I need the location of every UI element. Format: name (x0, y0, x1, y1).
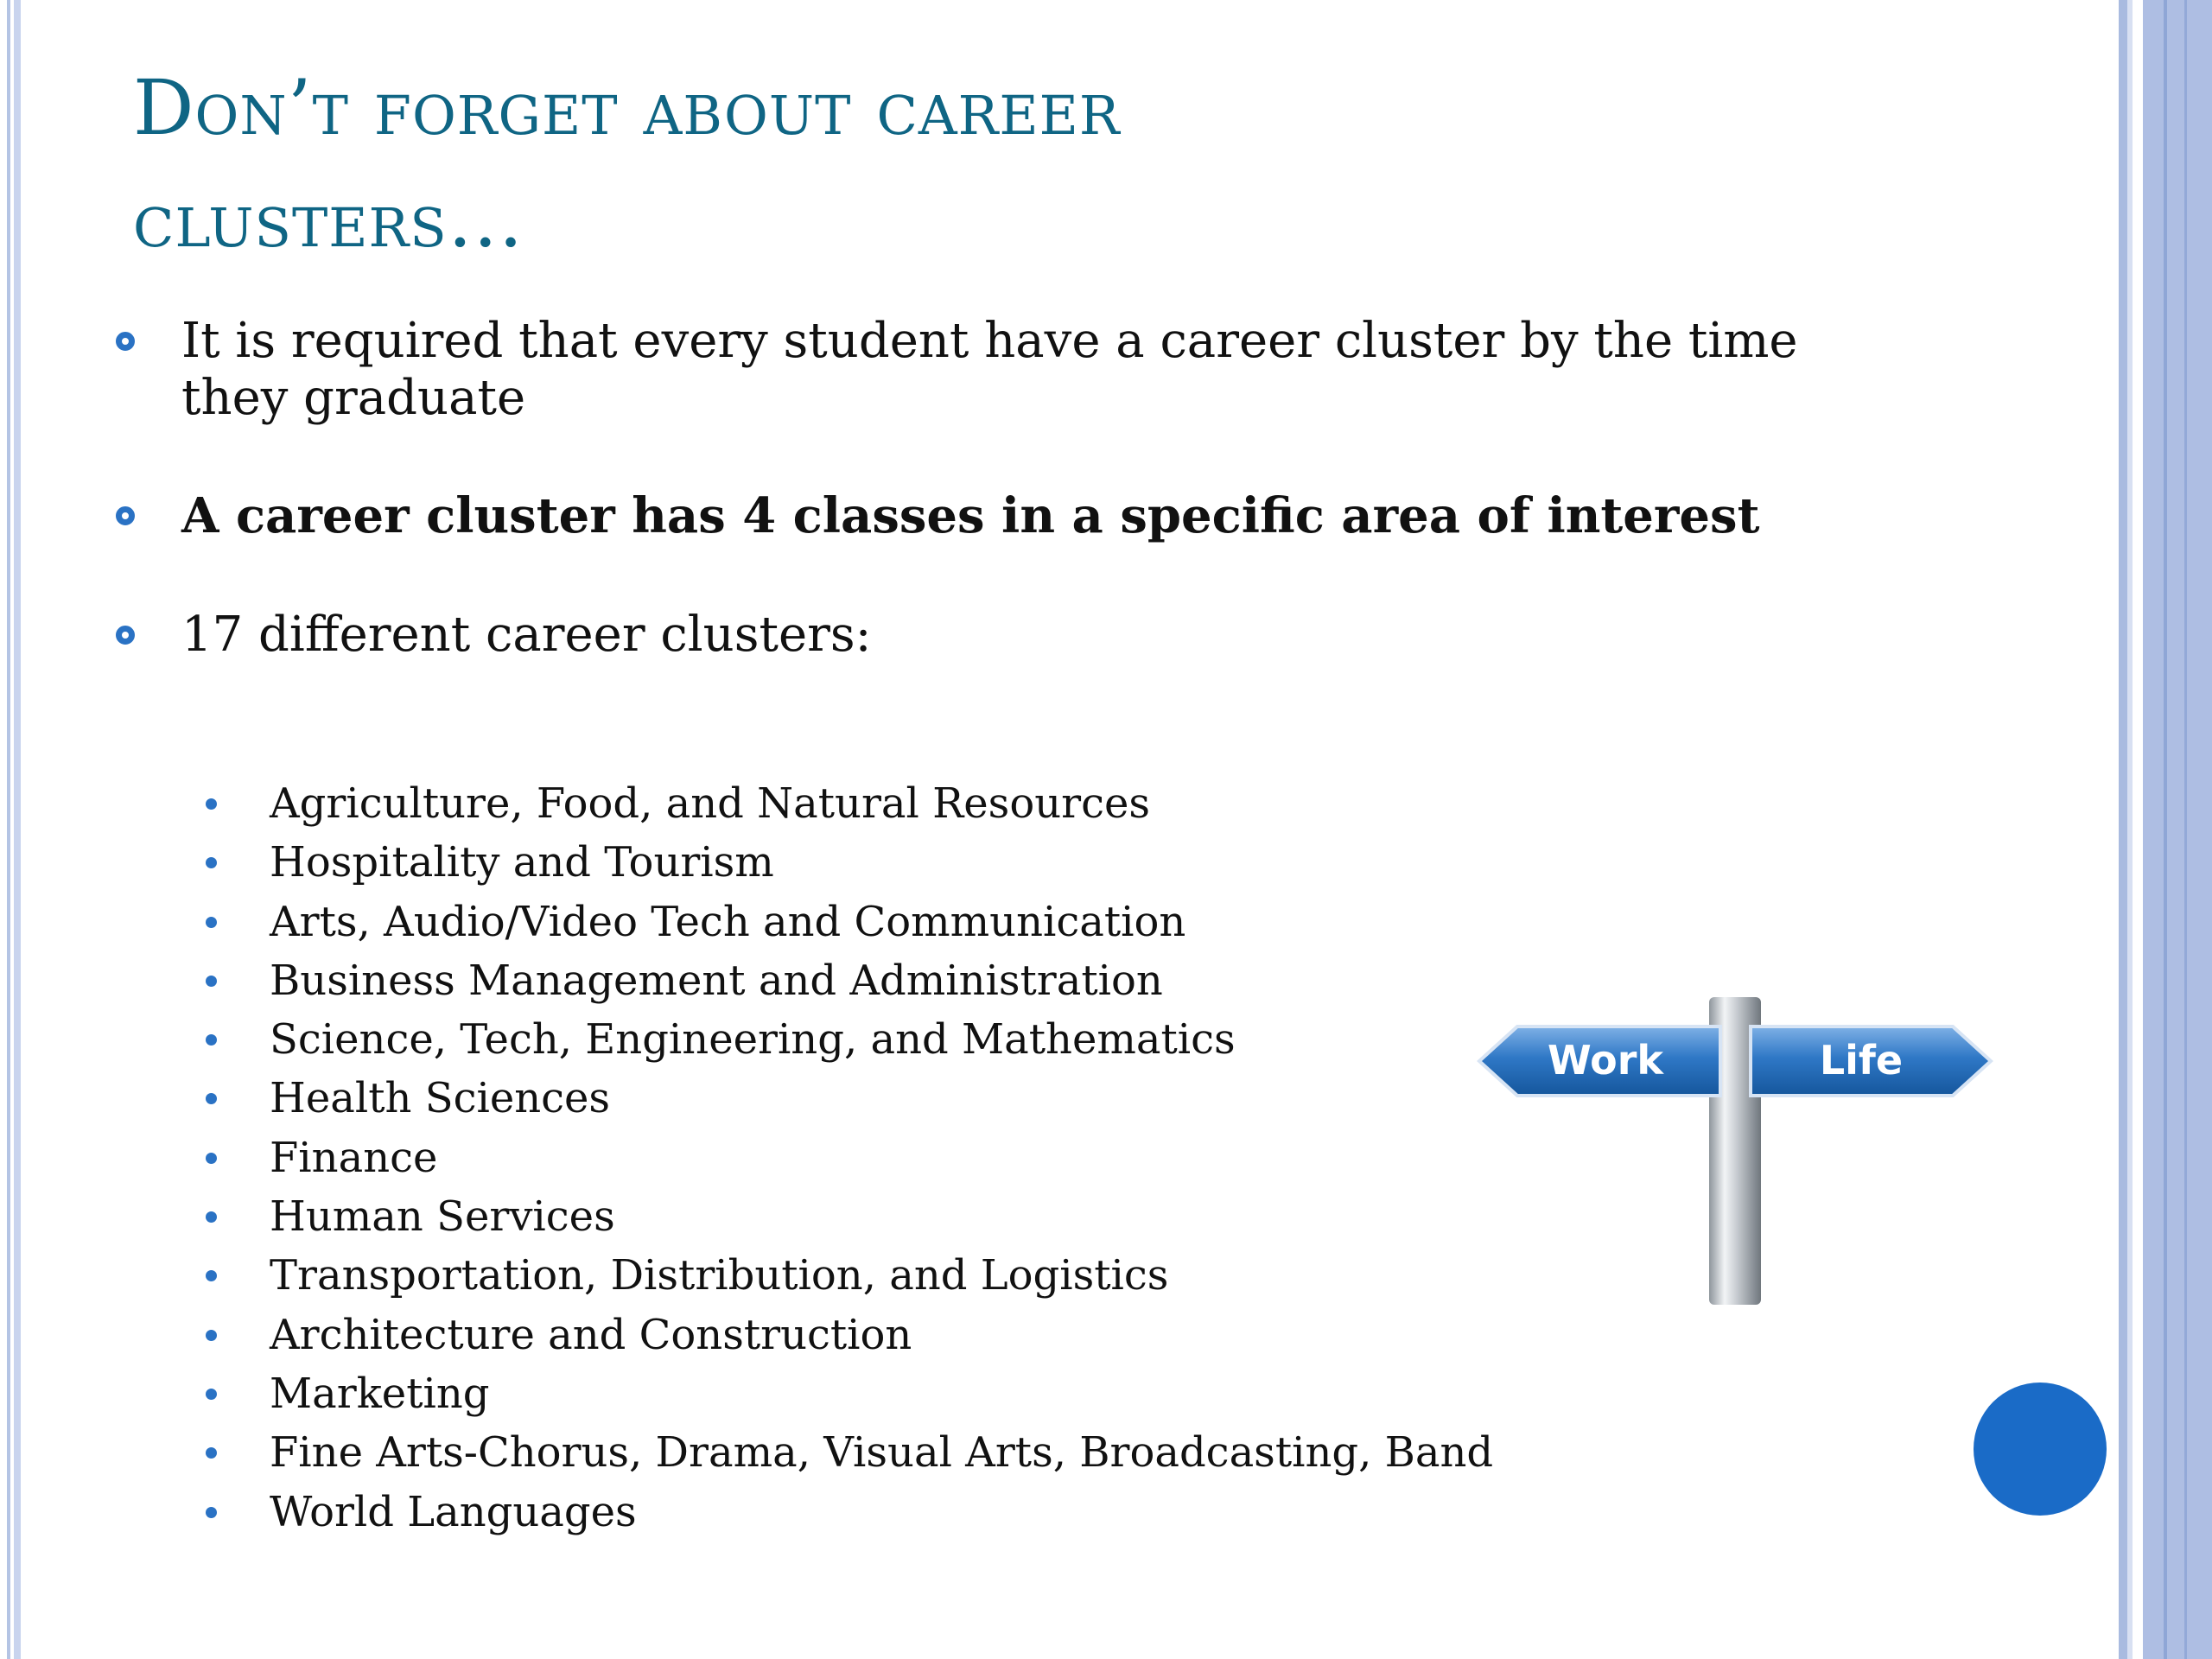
list-item (206, 1069, 1675, 1128)
dot-bullet-icon (206, 1093, 217, 1104)
bullet-cluster-count-text: 17 different career clusters: (181, 607, 872, 663)
dot-bullet-icon (206, 1389, 217, 1400)
list-item (206, 1306, 1675, 1364)
slide-title-line1: Don’t forget about career (133, 63, 1121, 152)
list-item (206, 1187, 1675, 1246)
cluster-name: Agriculture, Food, and Natural Resources (270, 779, 1150, 828)
bullet-cluster-count (114, 607, 1842, 664)
cluster-name: Architecture and Construction (270, 1310, 912, 1359)
list-item (206, 1364, 1675, 1423)
list-item (206, 1246, 1675, 1305)
list-item (206, 833, 1675, 892)
bullet-requirement (114, 313, 1842, 427)
dot-bullet-icon (206, 917, 217, 928)
cluster-name: Hospitality and Tourism (270, 838, 774, 887)
cluster-name: Health Sciences (270, 1074, 611, 1123)
list-item (206, 1483, 1675, 1541)
slide-right-border (2119, 0, 2212, 1659)
bullet-requirement-text: It is required that every student have a career cluster by the time they graduate (181, 313, 1798, 426)
ring-bullet-icon (116, 626, 135, 645)
cluster-name: Marketing (270, 1369, 490, 1418)
dot-bullet-icon (206, 1034, 217, 1046)
blue-circle-decoration (1974, 1382, 2107, 1516)
bullet-definition (114, 487, 1842, 544)
dot-bullet-icon (206, 798, 217, 810)
list-item (206, 1128, 1675, 1187)
main-bullet-list (114, 313, 1842, 664)
dot-bullet-icon (206, 1330, 217, 1341)
slide-title (133, 52, 1602, 276)
cluster-name: Finance (270, 1133, 438, 1182)
slide-title-line2: clusters… (133, 175, 524, 264)
list-item (206, 1423, 1675, 1482)
cluster-name: Business Management and Administration (270, 956, 1163, 1005)
dot-bullet-icon (206, 976, 217, 987)
cluster-name: Human Services (270, 1192, 615, 1242)
cluster-name: Fine Arts-Chorus, Drama, Visual Arts, Broadcasting, Band (270, 1428, 1494, 1478)
list-item (206, 774, 1675, 833)
dot-bullet-icon (206, 1447, 217, 1459)
career-cluster-list (206, 774, 1675, 1541)
list-item (206, 1010, 1675, 1069)
dot-bullet-icon (206, 1270, 217, 1281)
list-item (206, 951, 1675, 1010)
ring-bullet-icon (116, 332, 135, 351)
bullet-definition-text: A career cluster has 4 classes in a specific area of interest (181, 487, 1760, 544)
slide-left-border (0, 0, 22, 1659)
sign-work-label: Work (1548, 1037, 1663, 1084)
cluster-name: Science, Tech, Engineering, and Mathematics (270, 1015, 1236, 1065)
ring-bullet-icon (116, 506, 135, 525)
dot-bullet-icon (206, 1153, 217, 1164)
dot-bullet-icon (206, 1507, 217, 1518)
dot-bullet-icon (206, 1211, 217, 1223)
cluster-name: Transportation, Distribution, and Logistics (270, 1251, 1169, 1300)
cluster-name: World Languages (270, 1487, 637, 1536)
sign-life-label: Life (1819, 1037, 1904, 1084)
list-item (206, 893, 1675, 951)
cluster-name: Arts, Audio/Video Tech and Communication (270, 897, 1186, 946)
work-life-signpost-image (1476, 990, 1994, 1310)
dot-bullet-icon (206, 857, 217, 868)
